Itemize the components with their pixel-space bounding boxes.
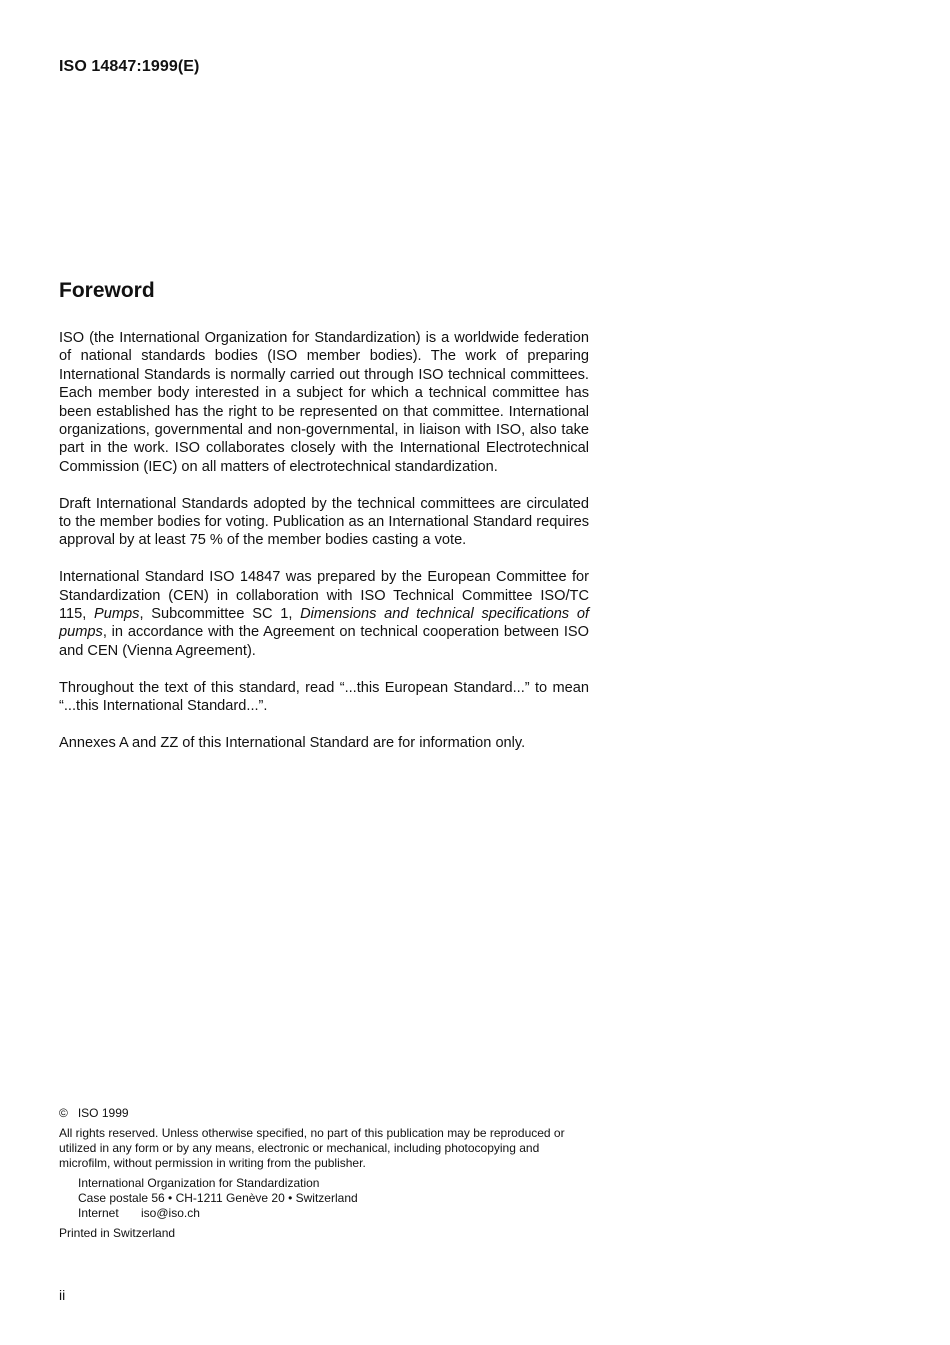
- preparation-text-1: International Standard ISO 14847 was prepared by the European Committee for Standardization (CEN) in collaboration with ISO Technical Committee ISO/TC 115,: [59, 569, 589, 623]
- publisher-address: [59, 1176, 591, 1221]
- paragraph-reading-note: Throughout the text of this standard, read “...this European Standard...” to mean “...this International Standard...”.: [59, 679, 589, 715]
- paragraph-draft-standards: Draft International Standards adopted by the technical committees are circulated to the member bodies for voting. Publication as an International Standard requires approval by at least 75 % of the member bodies casting a vote.: [59, 495, 589, 549]
- copyright-year: ISO 1999: [77, 1106, 129, 1120]
- copyright-block: [59, 1106, 591, 1241]
- printed-in: Printed in Switzerland: [59, 1226, 176, 1240]
- email-address: iso@iso.ch: [141, 1206, 200, 1220]
- paragraph-preparation: [59, 568, 589, 660]
- internet-line: [78, 1206, 591, 1221]
- rights-notice: All rights reserved. Unless otherwise specified, no part of this publication may be reproduced or utilized in any form or by any means, electronic or mechanical, including photocopying and microfilm, without permission in writing from the publisher.: [59, 1126, 565, 1170]
- copyright-symbol: ©: [59, 1106, 68, 1120]
- paragraph-annexes: Annexes A and ZZ of this International Standard are for information only.: [59, 734, 526, 751]
- organization-name: International Organization for Standardization: [78, 1176, 320, 1190]
- internet-label: Internet: [78, 1206, 119, 1220]
- document-id-header: ISO 14847:1999(E): [59, 58, 200, 75]
- page-title: Foreword: [59, 279, 155, 302]
- preparation-text-2: , Subcommittee SC 1,: [139, 606, 301, 623]
- page-number: ii: [59, 1287, 66, 1303]
- committee-name-pumps: Pumps: [94, 606, 140, 623]
- paragraph-iso-intro: ISO (the International Organization for Standardization) is a worldwide federation of national standards bodies (ISO member bodies). The work of preparing International Standards is normally carried out through ISO technical committees. Each member body interested in a subject for which a technical committee has been established has the right to be represented on that committee. International organizations, governmental and non-governmental, in liaison with ISO, also take part in the work. ISO collaborates closely with the International Electrotechnical Commission (IEC) on all matters of electrotechnical standardization.: [59, 330, 589, 475]
- preparation-text-3: , in accordance with the Agreement on technical cooperation between ISO and CEN (Vienna Agreement).: [59, 624, 589, 659]
- copyright-line: [59, 1106, 591, 1121]
- postal-address: Case postale 56 • CH-1211 Genève 20 • Switzerland: [78, 1191, 358, 1205]
- foreword-body: [59, 329, 589, 771]
- subcommittee-name: Dimensions and technical specifications of pumps: [59, 606, 589, 641]
